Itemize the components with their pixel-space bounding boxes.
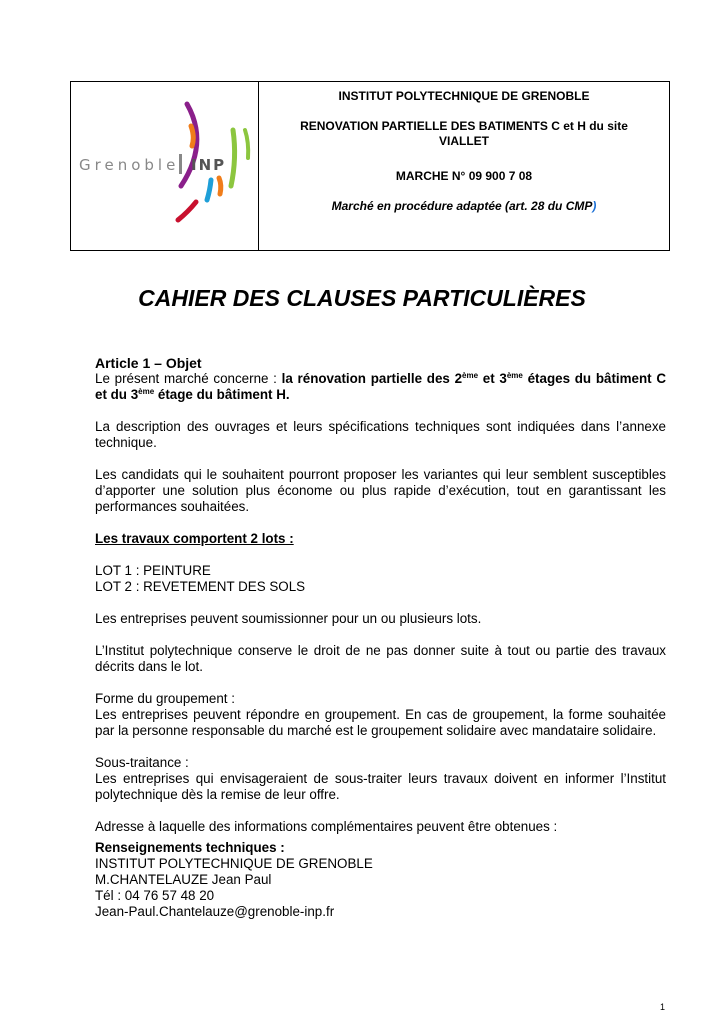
logo-acronym: INP [191, 156, 227, 174]
header-info [259, 82, 669, 250]
contact-org: INSTITUT POLYTECHNIQUE DE GRENOBLE [95, 856, 373, 871]
document-title: CAHIER DES CLAUSES PARTICULIÈRES [138, 285, 586, 311]
description-paragraph: La description des ouvrages et leurs spécifications techniques sont indiquées dans l’annexe technique. [95, 419, 666, 450]
groupement-label: Forme du groupement : [95, 691, 235, 706]
marche-number: MARCHE N° 09 900 7 08 [395, 169, 533, 183]
lot-2: LOT 2 : REVETEMENT DES SOLS [95, 579, 306, 594]
contact-name: M.CHANTELAUZE Jean Paul [95, 872, 272, 887]
svg-text:INP [191, 156, 226, 174]
page-number: 1 [660, 1002, 666, 1012]
reservation-paragraph: L’Institut polytechnique conserve le droit de ne pas donner suite à tout ou partie des travaux décrits dans le lot. [95, 643, 666, 674]
procedure-line [259, 199, 669, 213]
variants-paragraph: Les candidats qui le souhaitent pourront proposer les variantes qui leur semblent susceptibles d’apporter une solution plus économe ou plus rapide d’exécution, tout en garantissant les performances souhaitées. [95, 467, 666, 514]
lot-1: LOT 1 : PEINTURE [95, 563, 211, 578]
contact-phone: Tél : 04 76 57 48 20 [95, 888, 215, 903]
sous-traitance-label: Sous-traitance : [95, 755, 189, 770]
contact-heading: Renseignements techniques : [95, 840, 285, 855]
lots-heading: Les travaux comportent 2 lots : [95, 531, 294, 546]
document-body [95, 355, 666, 920]
project-line1: RENOVATION PARTIELLE DES BATIMENTS C et H du site [300, 119, 628, 133]
institute-name: INSTITUT POLYTECHNIQUE DE GRENOBLE [338, 89, 590, 103]
address-intro: Adresse à laquelle des informations complémentaires peuvent être obtenues : [95, 819, 558, 834]
sous-traitance-text: Les entreprises qui envisageraient de sous-traiter leurs travaux doivent en informer l’Institut polytechnique dès la remise de leur offre. [95, 771, 666, 802]
procedure-paren: ) [592, 199, 597, 213]
project-line2: VIALLET [439, 134, 489, 148]
object-paragraph [95, 371, 666, 403]
grenoble-inp-logo [71, 82, 257, 250]
logo-cell [71, 82, 259, 250]
logo-word: Grenoble [79, 156, 180, 174]
object-intro: Le présent marché concerne : [95, 371, 282, 386]
header-table [70, 81, 670, 251]
article-heading: Article 1 – Objet [95, 355, 202, 371]
project-title [259, 119, 669, 149]
submission-paragraph: Les entreprises peuvent soumissionner pour un ou plusieurs lots. [95, 611, 482, 626]
contact-email[interactable]: Jean-Paul.Chantelauze@grenoble-inp.fr [95, 904, 335, 919]
groupement-text: Les entreprises peuvent répondre en groupement. En cas de groupement, la forme souhaitée par la personne responsable du marché est le groupement solidaire avec mandataire solidaire. [95, 707, 666, 738]
svg-text:Grenoble [79, 156, 179, 174]
procedure-text: Marché en procédure adaptée (art. 28 du CMP [331, 199, 593, 213]
object-bold: la rénovation partielle des 2ème et 3ème étages du bâtiment C et du 3ème étage du bâtiment H. [95, 371, 667, 402]
